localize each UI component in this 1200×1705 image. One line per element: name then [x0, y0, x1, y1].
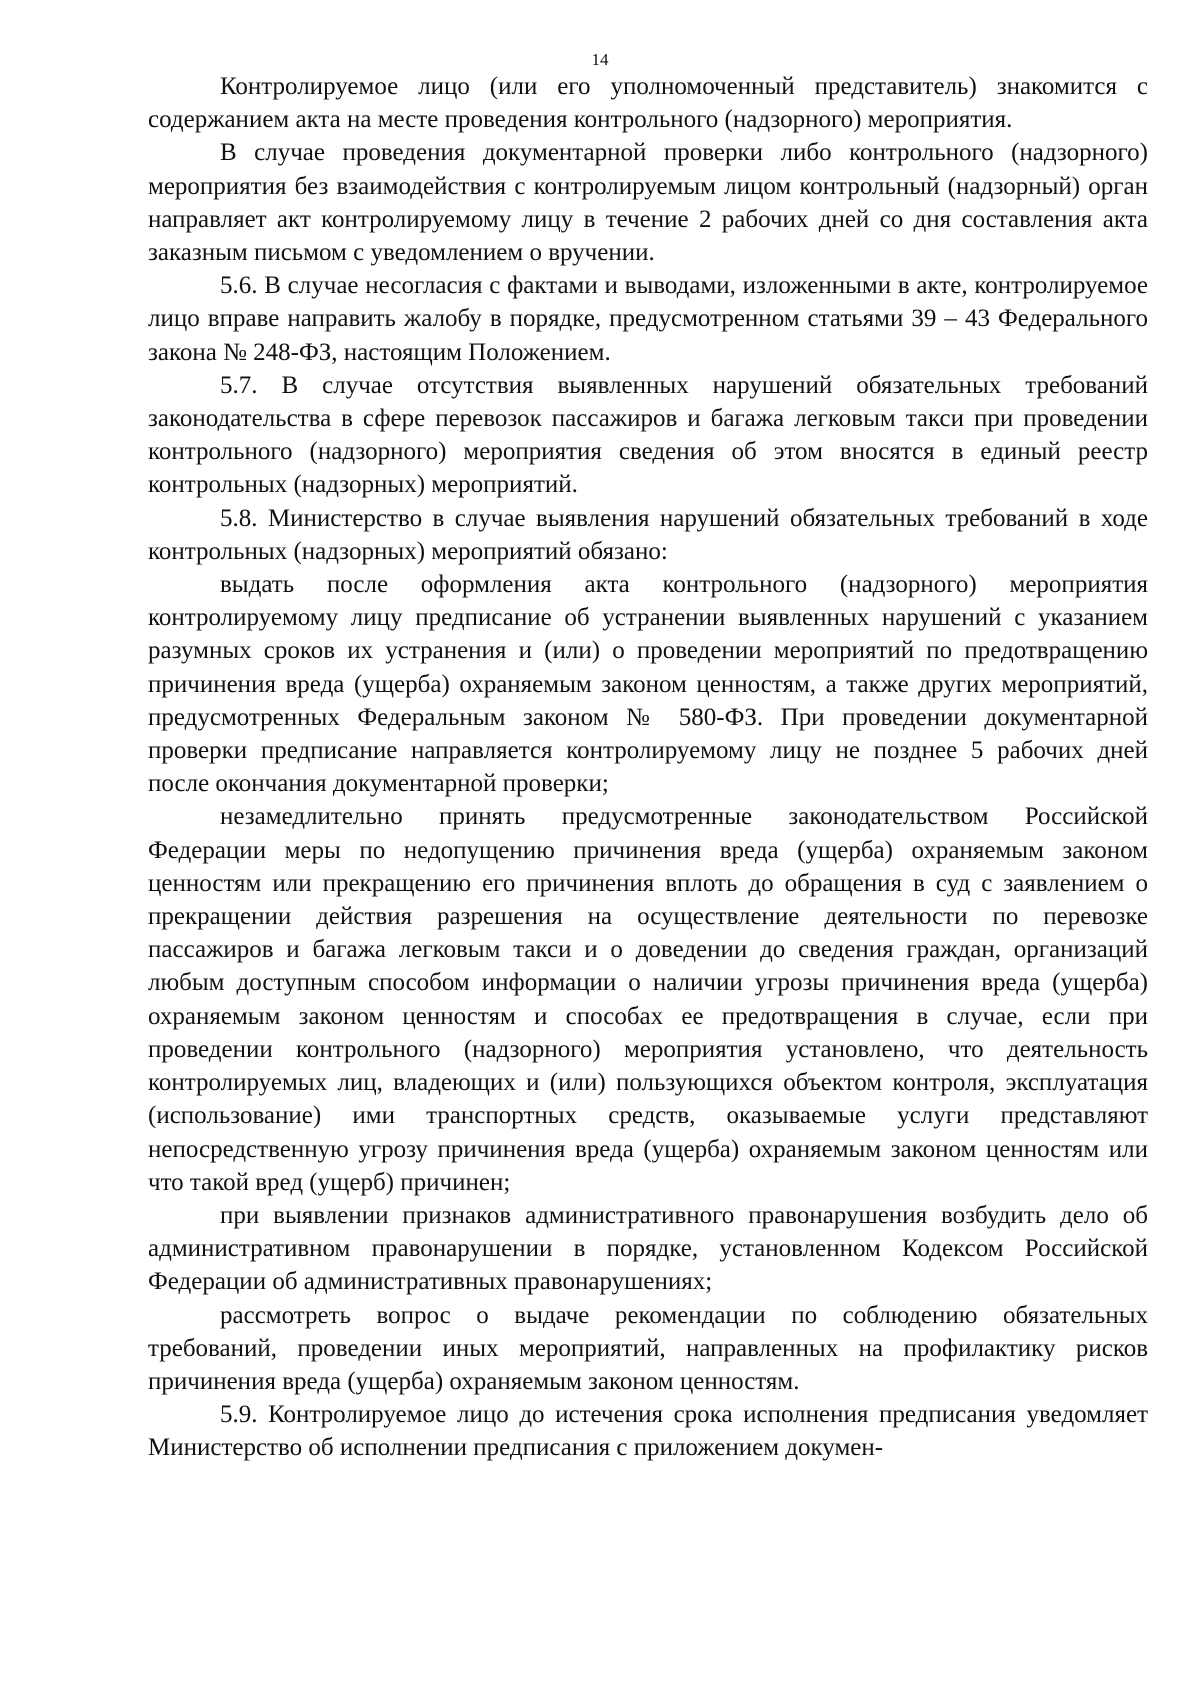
- paragraph-immediate-measures: незамедлительно принять предусмотренные законодательством Российской Федерации меры по недопущению причинения вреда (ущерба) охраняемым законом ценностям или прекращению его причинения вплоть до обращения в суд с заявлением о прекращении действия разрешения на осуществление деятельности по перевозке пассажиров и багажа легковым такси и о доведении до сведения граждан, организаций любым доступным способом информации о наличии угрозы причинения вреда (ущерба) охраняемым законом ценностям и способах ее предотвращения в случае, если при проведении контрольного (надзорного) мероприятия установлено, что деятельность контролируемых лиц, владеющих и (или) пользующихся объектом контроля, эксплуатация (использование) ими транспортных средств, оказываемые услуги представляют непосредственную угрозу причинения вреда (ущерба) охраняемым законом ценностям или что такой вред (ущерб) причинен;: [148, 803, 1148, 1196]
- paragraph-recommendations: рассмотреть вопрос о выдаче рекомендации по соблюдению обязательных требований, проведении иных мероприятий, направленных на профилактику рисков причинения вреда (ущерба) охраняемым законом ценностям.: [148, 1301, 1148, 1395]
- paragraph-5-9: 5.9. Контролируемое лицо до истечения срока исполнения предписания уведомляет Министерство об исполнении предписания с приложением докумен-: [148, 1401, 1148, 1462]
- paragraph-acquaintance: Контролируемое лицо (или его уполномоченный представитель) знакомится с содержанием акта на месте проведения контрольного (надзорного) мероприятия.: [148, 73, 1148, 134]
- page-number: 14: [591, 50, 609, 69]
- paragraph-5-6: 5.6. В случае несогласия с фактами и выводами, изложенными в акте, контролируемое лицо вправе направить жалобу в порядке, предусмотренном статьями 39 – 43 Федерального закона № 248-ФЗ, настоящим Положением.: [148, 272, 1148, 366]
- document-body: [148, 70, 1148, 1465]
- paragraph-documentary-check: В случае проведения документарной проверки либо контрольного (надзорного) мероприятия без взаимодействия с контролируемым лицом контрольный (надзорный) орган направляет акт контролируемому лицу в течение 2 рабочих дней со дня составления акта заказным письмом с уведомлением о вручении.: [148, 139, 1148, 267]
- paragraph-5-8: 5.8. Министерство в случае выявления нарушений обязательных требований в ходе контрольных (надзорных) мероприятий обязано:: [148, 504, 1148, 565]
- paragraph-issue-order: выдать после оформления акта контрольного (надзорного) мероприятия контролируемому лицу предписание об устранении выявленных нарушений с указанием разумных сроков их устранения и (или) о проведении мероприятий по предотвращению причинения вреда (ущерба) охраняемым законом ценностям, а также других мероприятий, предусмотренных Федеральным законом № 580-ФЗ. При проведении документарной проверки предписание направляется контролируемому лицу не позднее 5 рабочих дней после окончания документарной проверки;: [148, 571, 1148, 798]
- paragraph-5-7: 5.7. В случае отсутствия выявленных нарушений обязательных требований законодательства в сфере перевозок пассажиров и багажа легковым такси при проведении контрольного (надзорного) мероприятия сведения об этом вносятся в единый реестр контрольных (надзорных) мероприятий.: [148, 371, 1148, 499]
- paragraph-administrative-case: при выявлении признаков административного правонарушения возбудить дело об административном правонарушении в порядке, установленном Кодексом Российской Федерации об административных правонарушениях;: [148, 1201, 1148, 1296]
